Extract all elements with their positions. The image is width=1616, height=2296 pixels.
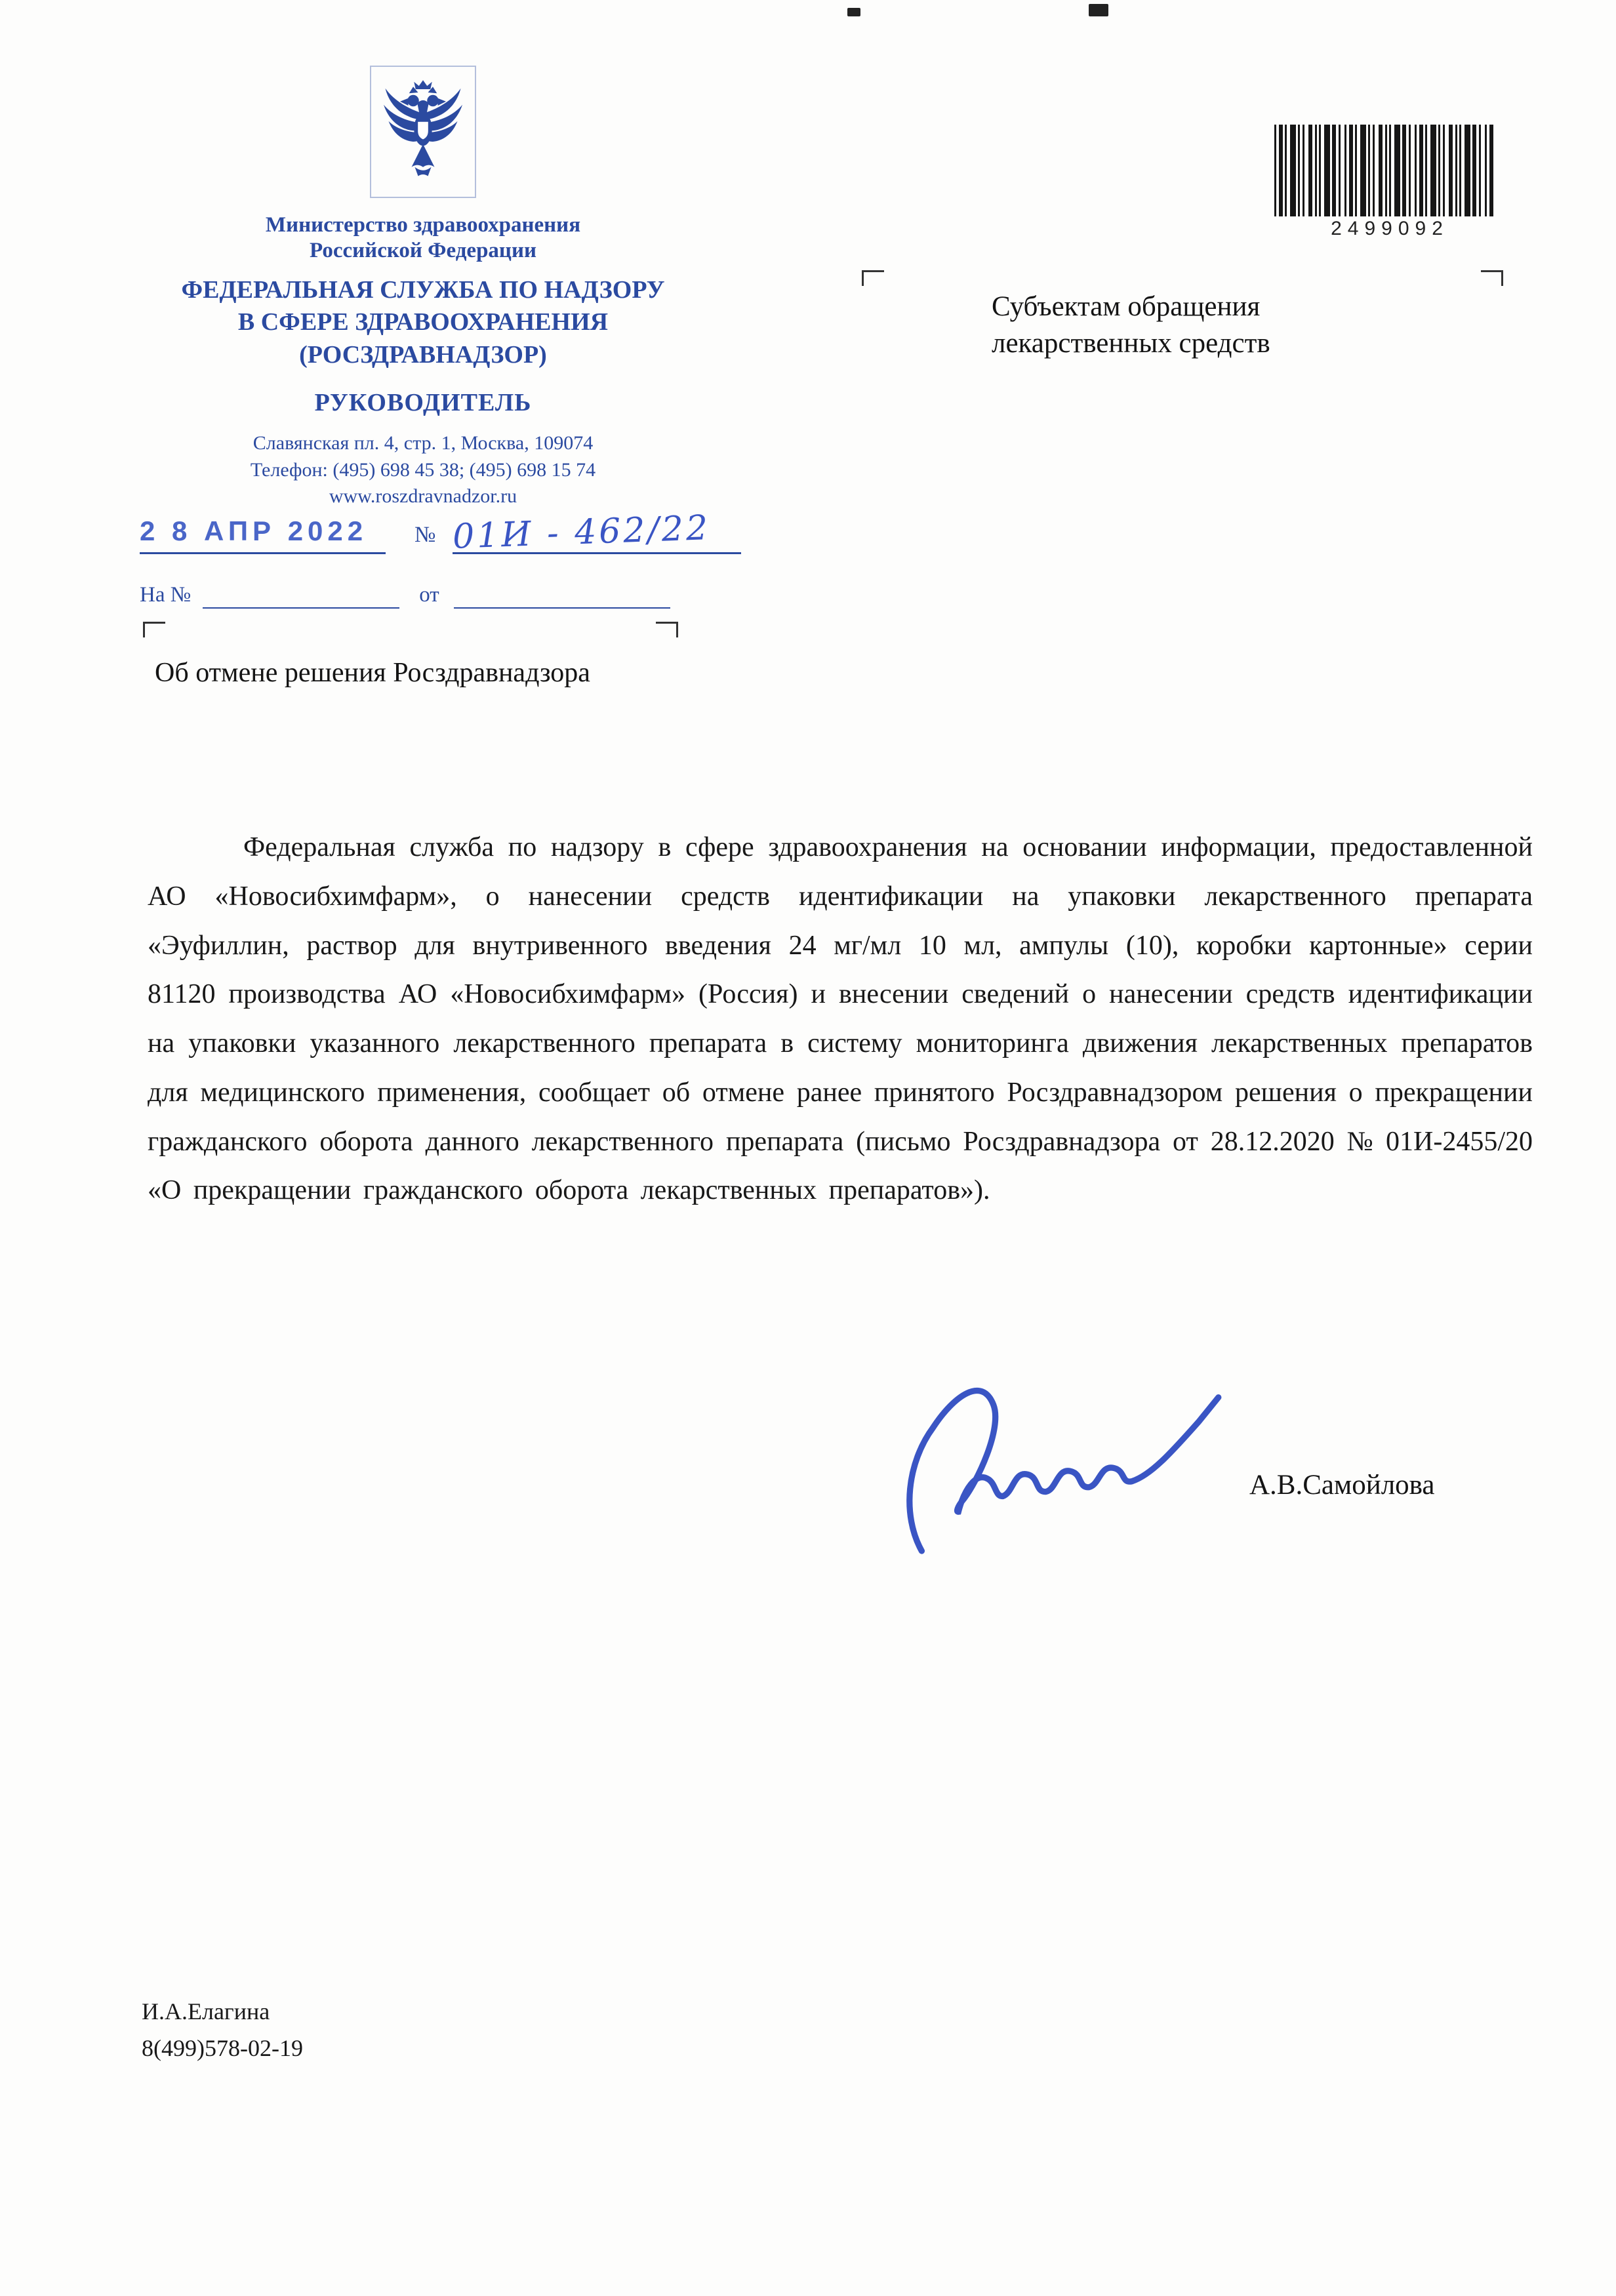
date-stamp-field	[140, 515, 386, 554]
ref-label-na: На №	[140, 583, 192, 607]
signer-name: А.В.Самойлова	[1249, 1470, 1435, 1500]
letterhead-website: www.roszdravnadzor.ru	[329, 485, 517, 508]
service-name-line1: ФЕДЕРАЛЬНАЯ СЛУЖБА ПО НАДЗОРУ	[181, 275, 665, 304]
executor-name: И.А.Елагина	[142, 1998, 270, 2024]
doc-number-field	[452, 508, 741, 557]
scan-artifact	[1089, 4, 1108, 16]
reference-row	[140, 582, 670, 609]
recipient-zone-corner-right	[1481, 270, 1503, 286]
letter-body: Федеральная служба по надзору в сфере здравоохранения на основании информации, предоставленной АО «Новосибхимфарм», о нанесении средств идентификации на упаковки лекарственного препарата «Эуфиллин, раствор для внутривенного введения 24 мг/мл 10 мл, ампулы (10), коробки картонные» серии 81120 производства АО «Новосибхимфарм» (Россия) и внесении сведений о нанесении средств идентификации на упаковки указанного лекарственного препарата в систему мониторинга движения лекарственных препаратов для медицинского применения, сообщает об отмене ранее принятого Росздравнадзором решения о прекращении гражданского оборота данного лекарственного препарата (письмо Росздравнадзора от 28.12.2020 № 01И-2455/20 «О прекращении гражданского оборота лекарственных препаратов»).	[148, 832, 1533, 1206]
scan-artifact	[847, 8, 860, 16]
russian-coat-of-arms-icon	[374, 71, 472, 193]
executor-block	[142, 1994, 303, 2067]
service-name-line3: (РОСЗДРАВНАДЗОР)	[299, 340, 547, 369]
signer-position: РУКОВОДИТЕЛЬ	[314, 389, 532, 417]
date-stamp: 2 8 АПР 2022	[140, 515, 368, 546]
handwritten-signature	[878, 1320, 1253, 1573]
executor-phone: 8(499)578-02-19	[142, 2034, 303, 2061]
barcode-number: 2499092	[1331, 218, 1449, 239]
subject-zone-corner-right	[656, 622, 678, 637]
service-name-line2: В СФЕРЕ ЗДРАВООХРАНЕНИЯ	[237, 308, 609, 336]
barcode-bars	[1274, 125, 1505, 216]
letterhead	[108, 66, 738, 510]
letterhead-phone: Телефон: (495) 698 45 38; (495) 698 15 74	[250, 458, 596, 481]
recipient-zone-corner-left	[862, 270, 884, 286]
barcode	[1274, 125, 1505, 240]
ministry-name-line2: Российской Федерации	[310, 238, 536, 262]
number-sign: №	[414, 523, 436, 547]
letterhead-address: Славянская пл. 4, стр. 1, Москва, 109074	[253, 432, 594, 454]
recipient-line2: лекарственных средств	[992, 327, 1270, 359]
subject-zone-corner-left	[143, 622, 165, 637]
subject-line: Об отмене решения Росздравнадзора	[155, 658, 590, 688]
date-number-row	[140, 508, 741, 557]
recipient-line1: Субъектам обращения	[992, 291, 1261, 322]
ref-label-ot: от	[419, 583, 439, 607]
ref-number-blank	[203, 582, 399, 609]
doc-number-handwritten: 01И - 462/22	[452, 508, 712, 557]
recipient-block	[992, 289, 1270, 362]
coat-of-arms-frame	[370, 66, 476, 198]
ref-date-blank	[454, 582, 670, 609]
ministry-name-line1: Министерство здравоохранения	[265, 213, 581, 237]
